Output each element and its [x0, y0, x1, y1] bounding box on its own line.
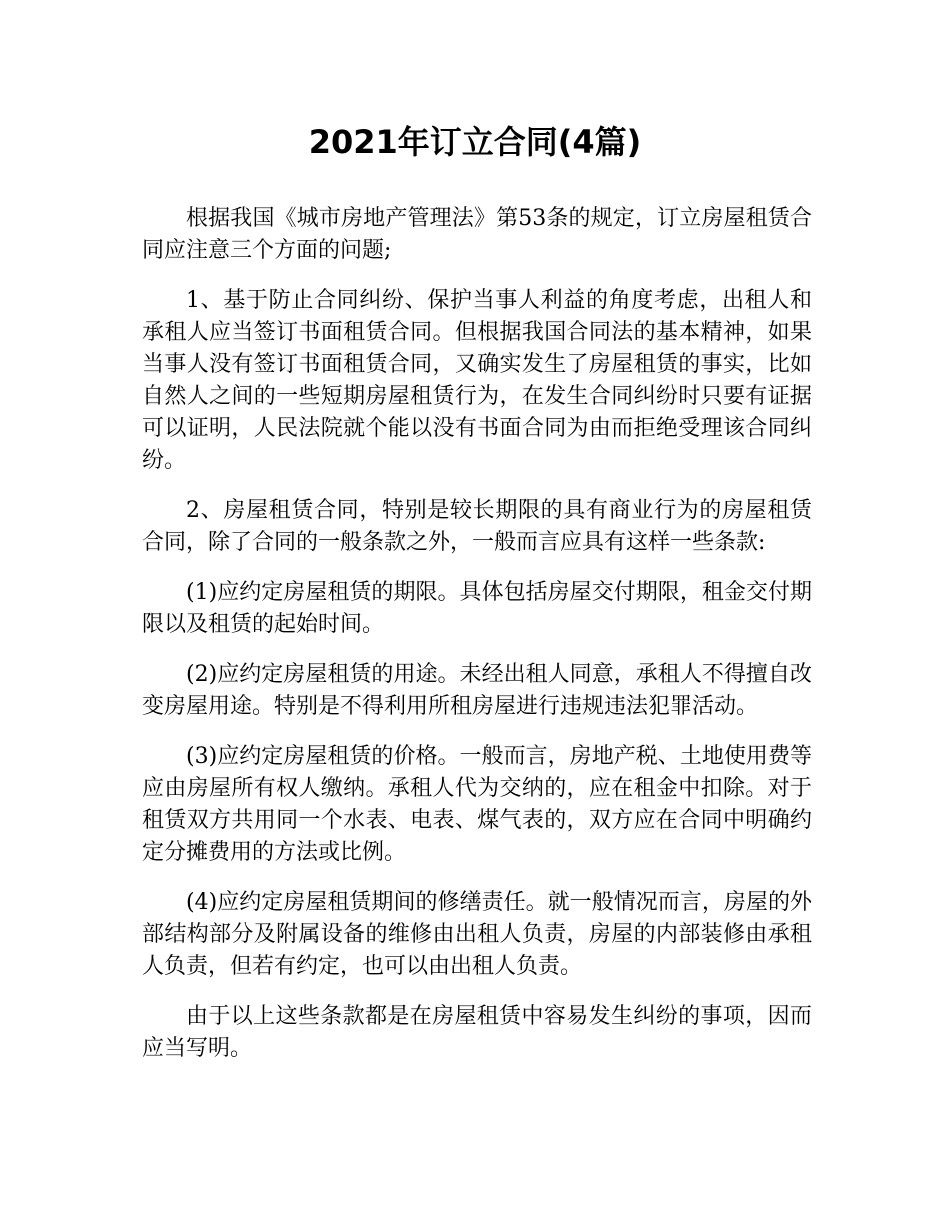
- paragraph-clause-2: (2)应约定房屋租赁的用途。未经出租人同意，承租人不得擅自改变房屋用途。特别是不得利用所租房屋进行违规违法犯罪活动。: [142, 662, 812, 719]
- paragraph-clause-3: (3)应约定房屋租赁的价格。一般而言，房地产税、土地使用费等应由房屋所有权人缴纳。承租人代为交纳的，应在租金中扣除。对于租赁双方共用同一个水表、电表、煤气表的，双方应在合同中明确约定分摊费用的方法或比例。: [142, 744, 812, 865]
- document-title: 2021年订立合同(4篇): [308, 123, 642, 161]
- paragraph-point-1: 1、基于防止合同纠纷、保护当事人利益的角度考虑，出租人和承租人应当签订书面租赁合同。但根据我国合同法的基本精神，如果当事人没有签订书面租赁合同，又确实发生了房屋租赁的事实，比如自然人之间的一些短期房屋租赁行为，在发生合同纠纷时只要有证据可以证明，人民法院就个能以没有书面合同为由而拒绝受理该合同纠纷。: [142, 288, 812, 473]
- paragraph-clause-1: (1)应约定房屋租赁的期限。具体包括房屋交付期限，租金交付期限以及租赁的起始时间。: [142, 580, 812, 637]
- paragraph-point-2: 2、房屋租赁合同，特别是较长期限的具有商业行为的房屋租赁合同，除了合同的一般条款之外，一般而言应具有这样一些条款:: [142, 498, 812, 555]
- document-body: [142, 203, 812, 1083]
- paragraph-intro: 根据我国《城市房地产管理法》第53条的规定，订立房屋租赁合同应注意三个方面的问题;: [142, 206, 812, 263]
- paragraph-conclusion: 由于以上这些条款都是在房屋租赁中容易发生纠纷的事项，因而应当写明。: [142, 1004, 812, 1061]
- paragraph-clause-4: (4)应约定房屋租赁期间的修缮责任。就一般情况而言，房屋的外部结构部分及附属设备的维修由出租人负责，房屋的内部装修由承租人负责，但若有约定，也可以由出租人负责。: [142, 890, 812, 979]
